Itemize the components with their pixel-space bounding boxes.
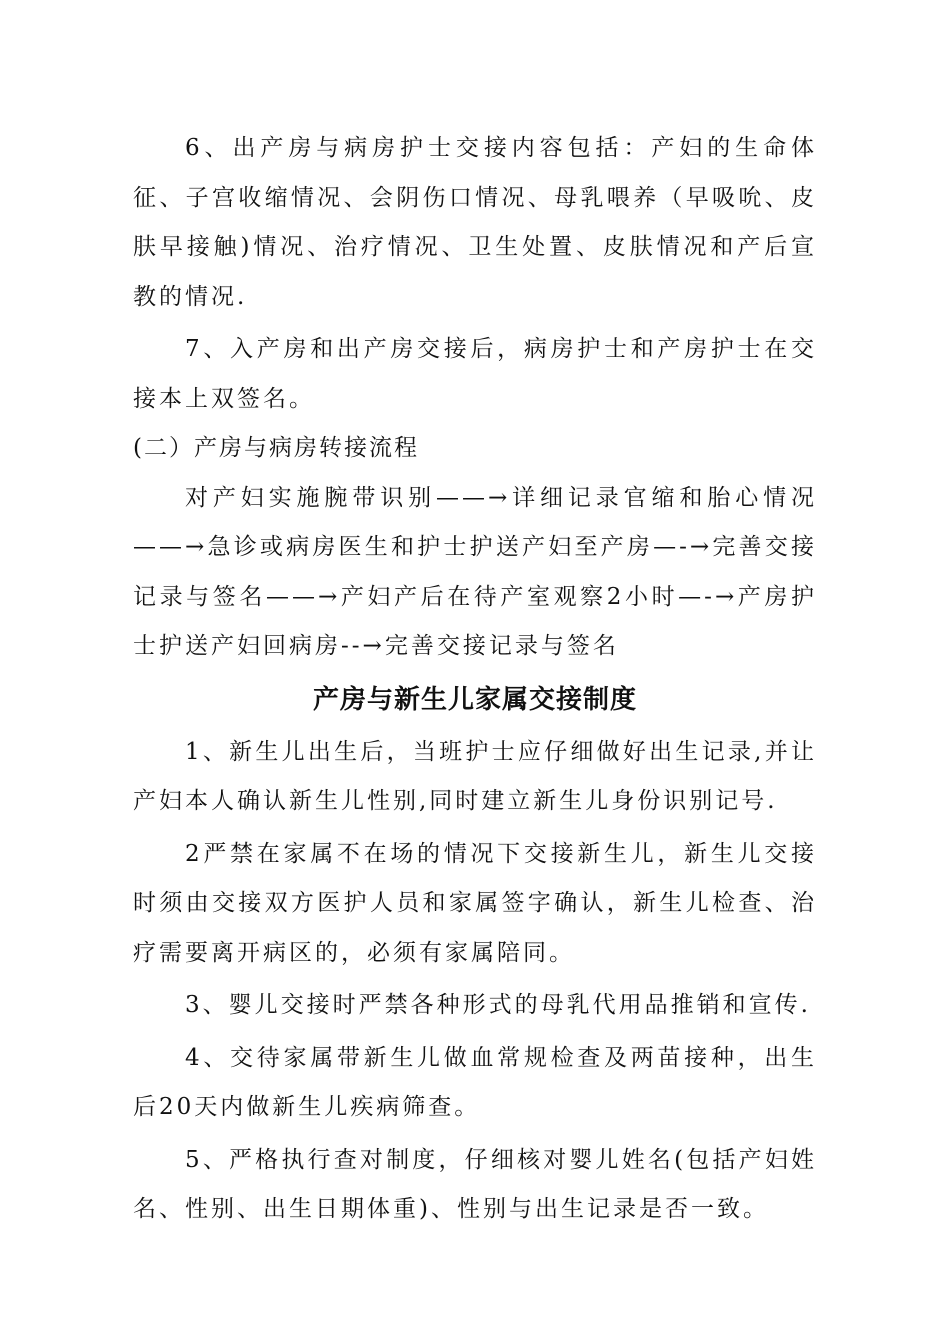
- paragraph-item-7: 7、入产房和出产房交接后，病房护士和产房护士在交接本上双签名。: [133, 336, 817, 412]
- document-page: [133, 124, 817, 1235]
- newborn-item-5: 5、严格执行查对制度，仔细核对婴儿姓名(包括产妇姓名、性别、出生日期体重)、性别与出生记录是否一致。: [133, 1146, 817, 1222]
- section-heading-transfer-flow: (二）产房与病房转接流程: [133, 435, 419, 461]
- newborn-item-2: 2严禁在家属不在场的情况下交接新生儿，新生儿交接时须由交接双方医护人员和家属签字确认，新生儿检查、治疗需要离开病区的，必须有家属陪同。: [133, 840, 817, 966]
- newborn-item-4: 4、交待家属带新生儿做血常规检查及两苗接种，出生后20天内做新生儿疾病筛查。: [133, 1044, 817, 1120]
- transfer-flow-paragraph: 对产妇实施腕带识别——→详细记录官缩和胎心情况——→急诊或病房医生和护士护送产妇至产房—-→完善交接记录与签名——→产妇产后在待产室观察2小时—-→产房护士护送产妇回病房--→完善交接记录与签名: [133, 484, 817, 659]
- paragraph-item-6: 6、出产房与病房护士交接内容包括：产妇的生命体征、子宫收缩情况、会阴伤口情况、母乳喂养（早吸吮、皮肤早接触)情况、治疗情况、卫生处置、皮肤情况和产后宣教的情况.: [133, 135, 817, 310]
- newborn-item-1: 1、新生儿出生后，当班护士应仔细做好出生记录,并让产妇本人确认新生儿性别,同时建立新生儿身份识别记号.: [133, 738, 817, 814]
- newborn-item-3: 3、婴儿交接时严禁各种形式的母乳代用品推销和宣传.: [185, 992, 811, 1018]
- section-title-newborn-handover: 产房与新生儿家属交接制度: [312, 684, 637, 715]
